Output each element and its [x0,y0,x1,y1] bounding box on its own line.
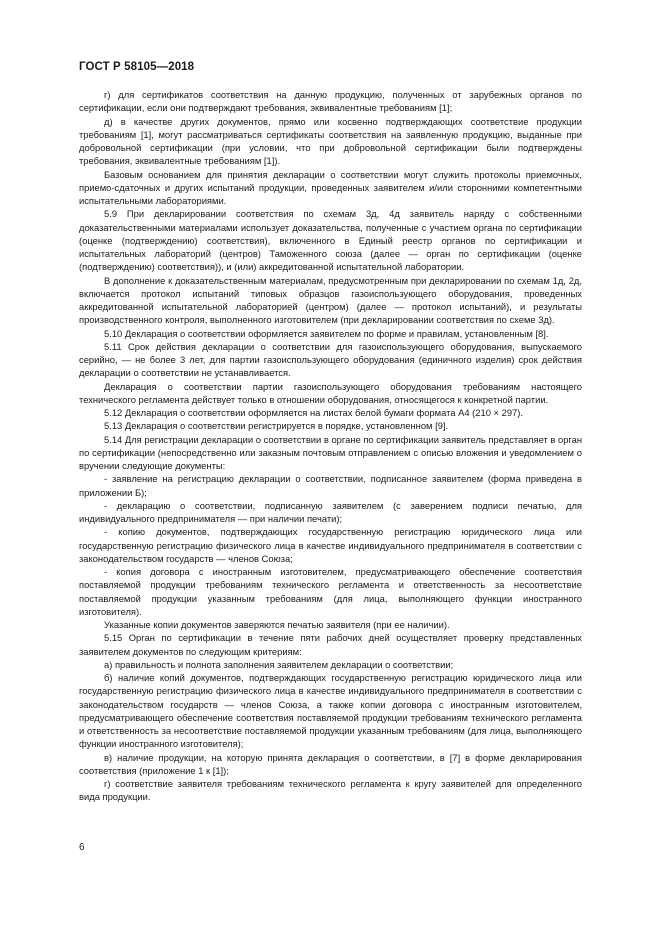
paragraph: б) наличие копий документов, подтверждающих государственную регистрацию юридического лица или государственную регистрацию физического лица в качестве индивидуального предпринимателя в соответствии с законодательством государств — членов Союза, а также копии договора с иностранным изготовителем, предусматривающего обеспечение соответствия поставляемой продукции требованиям технического регламента и ответственность за несоответствие поставляемой продукции указанным требованиям (для лица, выполняющего функции иностранного изготовителя); [79,672,582,750]
document-header: ГОСТ Р 58105—2018 [79,61,195,73]
paragraph: 5.10 Декларация о соответствии оформляется заявителем по форме и правилам, установленным [8]. [104,327,549,339]
paragraph: г) соответствие заявителя требованиям технического регламента к кругу заявителей для определенного вида продукции. [79,778,582,803]
paragraph: Декларация о соответствии партии газоиспользующего оборудования требованиям настоящего технического регламента действует только в отношении оборудования, относящегося к конкретной партии. [79,380,582,405]
paragraph: - копия договора с иностранным изготовителем, предусматривающего обеспечение соответствия поставляемой продукции требованиям технического регламента и ответственность за несоответствие поставляемой продукции указанным требованиям (для лица, выполняющего функции иностранного изготовителя). [79,566,582,617]
paragraph: 5.13 Декларация о соответствии регистрируется в порядке, установленном [9]. [104,420,449,432]
paragraph: Указанные копии документов заверяются печатью заявителя (при ее наличии). [104,619,450,630]
paragraph: - копию документов, подтверждающих государственную регистрацию юридического лица или государственную регистрацию физического лица в качестве индивидуального предпринимателя в соответствии с законодательством государств — членов Союза; [79,526,582,564]
paragraph: - декларацию о соответствии, подписанную заявителем (с заверением подписи печатью, для индивидуального предпринимателя — при наличии печати); [79,499,582,524]
document-body [79,88,582,804]
paragraph: 5.11 Срок действия декларации о соответствии для газоиспользующего оборудования, выпускаемого серийно, — не более 3 лет, для партии газоиспользующего оборудования (единичного изделия) срок действия декларации о соответствии не устанавливается. [79,340,582,379]
paragraph: 5.15 Орган по сертификации в течение пяти рабочих дней осуществляет проверку представленных заявителем документов по следующим критериям: [79,632,582,657]
paragraph: В дополнение к доказательственным материалам, предусмотренным при декларировании по схемам 1д, 2д, включается протокол испытаний типовых образцов газоиспользующего оборудования, проведенных аккредитованной испытательной лабораторией (центром) (далее — протокол испытаний), и результаты производственного контроля, выполненного изготовителем (при декларировании соответствия по схеме 3д). [79,274,582,326]
paragraph: 5.14 Для регистрации декларации о соответствии в органе по сертификации заявитель представляет в орган по сертификации (непосредственно или заказным почтовым отправлением с описью вложения и уведомлением о вручении следующие документы: [79,433,583,471]
paragraph: Базовым основанием для принятия декларации о соответствии могут служить протоколы приемочных, приемо-сдаточных и других испытаний продукции, проведенных заявителем и/или сторонними компетентными испытательными лабораториями. [79,168,582,206]
paragraph: - заявление на регистрацию декларации о соответствии, подписанное заявителем (форма приведена в приложении Б); [79,473,582,498]
paragraph: 5.9 При декларировании соответствия по схемам 3д, 4д заявитель наряду с собственными доказательственными материалами использует доказательства, полученные с участием органа по сертификации (оценке (подтверждению) соответствия), включенного в Единый реестр органов по сертификации и испытательных лабораторий (центров) Таможенного союза (далее — орган по сертификации (оценке (подтверждению) соответствия)), и (или) аккредитованной испытательной лаборатории. [79,208,582,273]
paragraph: а) правильность и полнота заполнения заявителем декларации о соответствии; [104,658,454,670]
paragraph: в) наличие продукции, на которую принята декларация о соответствии, в [7] в форме декларирования соответствия (приложение 1 к [1]); [79,751,582,776]
paragraph: г) для сертификатов соответствия на данную продукцию, полученных от зарубежных органов по сертификации, если они подтверждают требования, эквивалентные требованиям [1]; [79,89,582,114]
paragraph: д) в качестве других документов, прямо или косвенно подтверждающих соответствие продукции требованиям [1], могут рассматриваться сертификаты соответствия на заявленную продукцию, выданные при добровольной сертификации (при условии, что при добровольной сертификации были подтверждены требования, эквивалентные требованиям [1]). [79,115,582,167]
paragraph: 5.12 Декларация о соответствии оформляется на листах белой бумаги формата А4 (210 × 297). [104,407,523,418]
page-number: 6 [79,842,85,853]
